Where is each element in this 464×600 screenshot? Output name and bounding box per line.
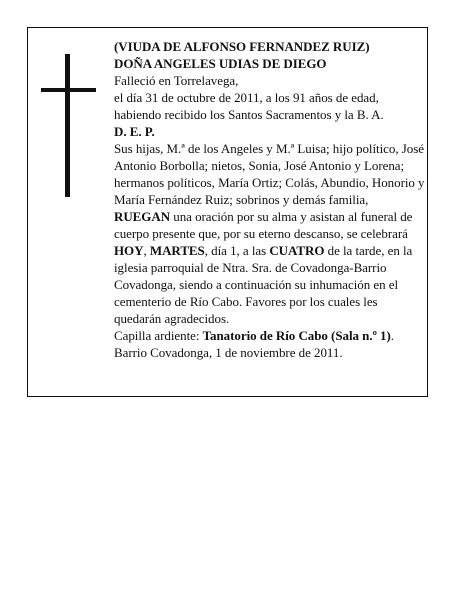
cross-icon-bar bbox=[41, 88, 96, 92]
today-word: HOY bbox=[114, 243, 144, 258]
death-date: el día 31 de octubre de 2011, a los 91 años de edad, habiendo recibido los Santos Sacramentos y la B. A. bbox=[114, 90, 384, 122]
deceased-name: DOÑA ANGELES UDIAS DE DIEGO bbox=[114, 56, 327, 71]
weekday-word: MARTES bbox=[149, 243, 205, 258]
request-text-2: , día 1, a las bbox=[204, 243, 270, 258]
chapel-end: . bbox=[390, 328, 394, 343]
place-date-footer: Barrio Covadonga, 1 de noviembre de 2011. bbox=[114, 345, 343, 360]
family-paragraph: Sus hijas, M.ª de los Angeles y M.ª Luisa; hijo político, José Antonio Borbolla; nietos, Sonia, José Antonio y Lorena; hermanos políticos, María Ortiz; Colás, Abundio, Honorio y María Fernández Ruiz; sobrinos y demás familia, bbox=[114, 141, 425, 207]
widow-of-line: (VIUDA DE ALFONSO FERNANDEZ RUIZ) bbox=[114, 39, 370, 54]
obituary-text bbox=[114, 38, 426, 361]
cross-icon bbox=[65, 54, 70, 197]
request-word: RUEGAN bbox=[114, 209, 171, 224]
funeral-paragraph bbox=[114, 208, 426, 327]
chapel-label: Capilla ardiente: bbox=[114, 328, 203, 343]
request-text-1: una oración por su alma y asistan al funeral de cuerpo presente que, por su eterno descanso, se celebrará bbox=[114, 209, 413, 241]
hour-word: CUATRO bbox=[269, 243, 325, 258]
chapel-line bbox=[114, 327, 426, 344]
comma-separator: , bbox=[143, 243, 150, 258]
request-text-3: de la tarde, en la iglesia parroquial de Ntra. Sra. de Covadonga-Barrio Covadonga, siendo a continuación su inhumación en el cementerio de Río Cabo. Favores por los cuales les quedarán agradecidos. bbox=[114, 243, 413, 326]
dep-line: D. E. P. bbox=[114, 124, 155, 139]
death-place: Falleció en Torrelavega, bbox=[114, 73, 239, 88]
chapel-name: Tanatorio de Río Cabo (Sala n.º 1) bbox=[202, 328, 391, 343]
obituary-notice bbox=[27, 27, 428, 397]
